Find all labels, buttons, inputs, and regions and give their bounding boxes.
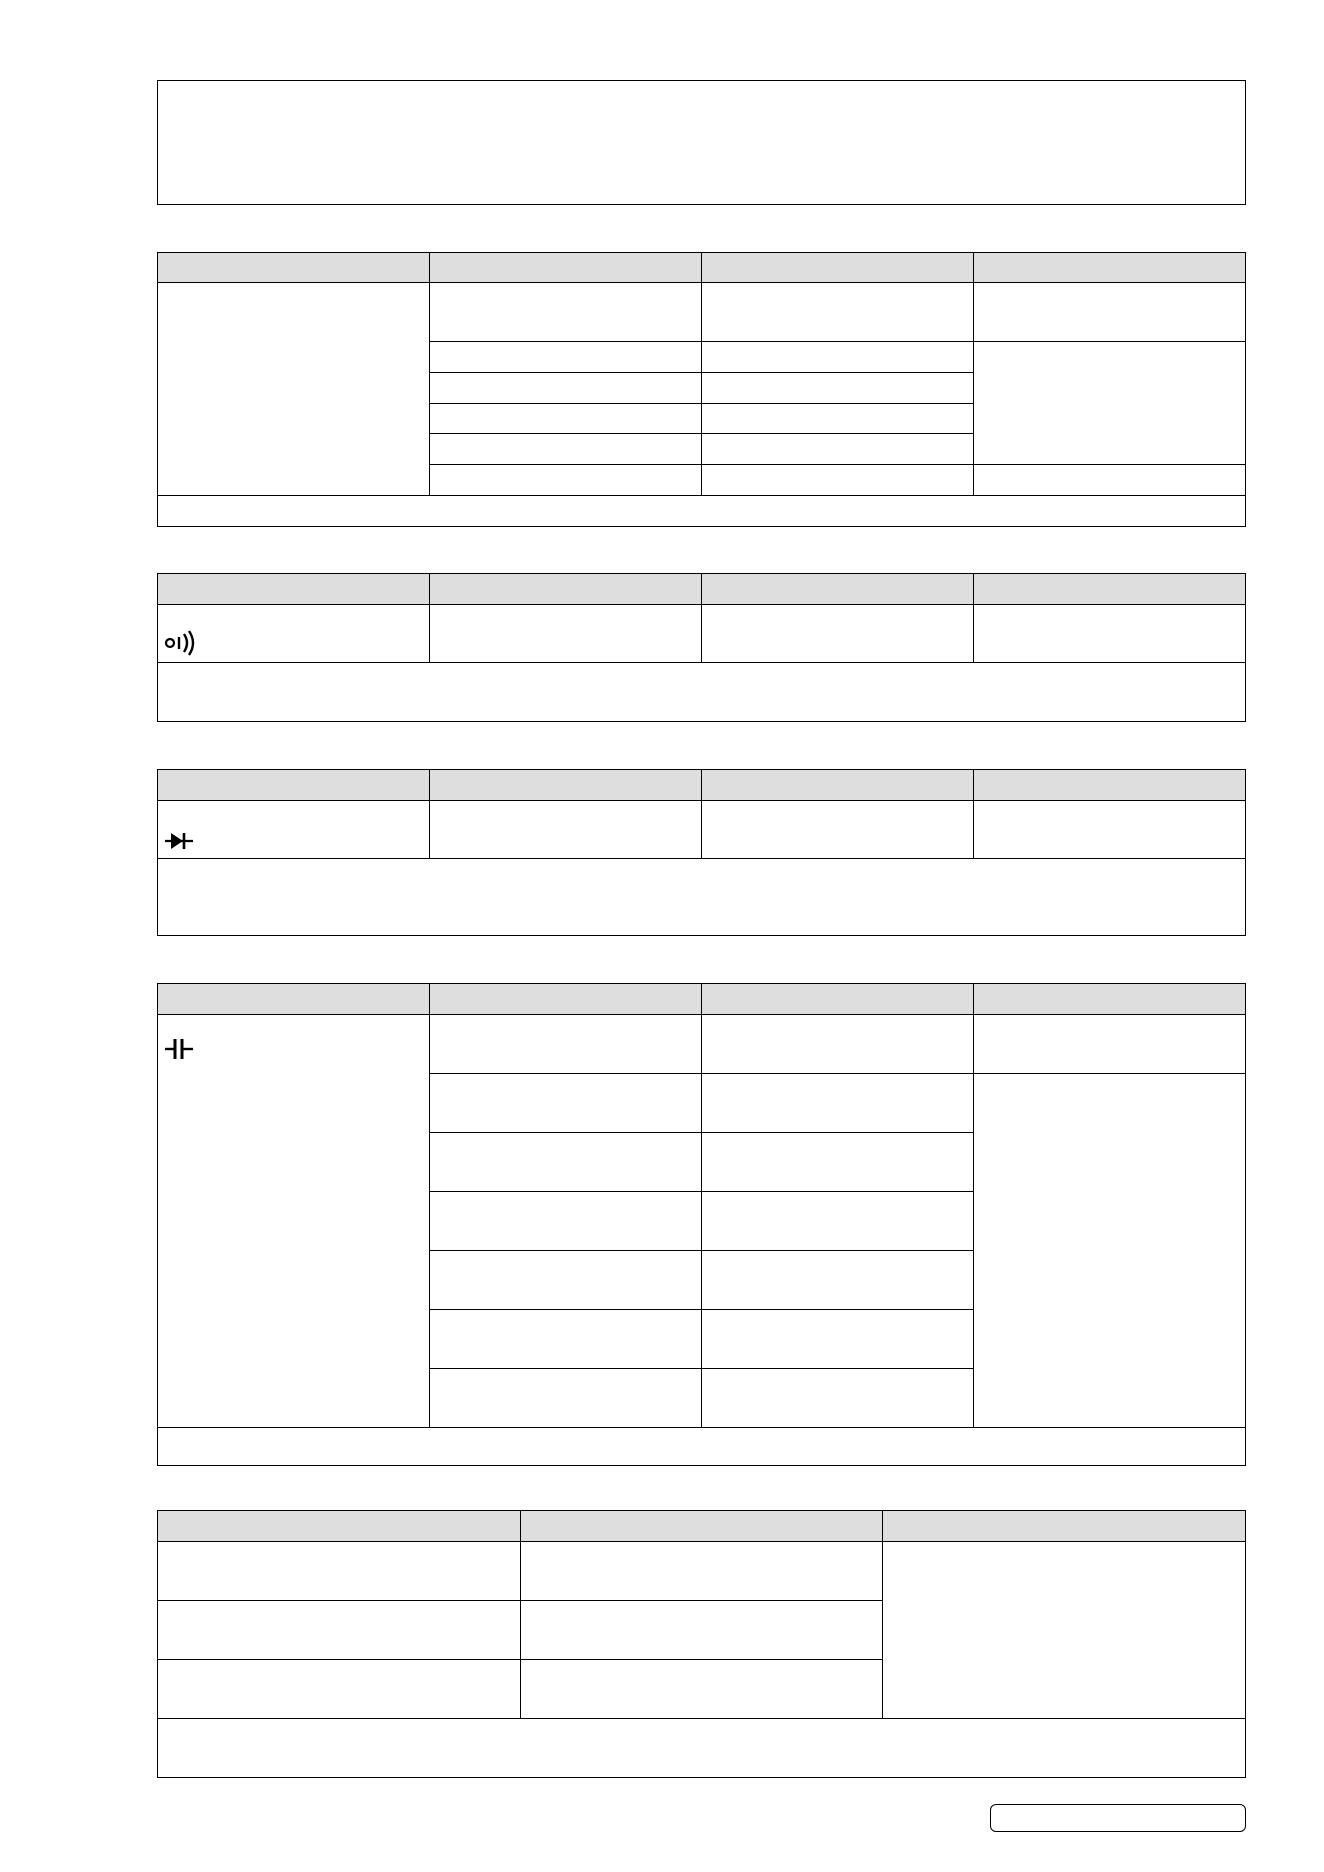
t4-header-1 xyxy=(158,984,430,1015)
t1-note-row xyxy=(158,496,1246,527)
table-cell xyxy=(702,1015,974,1074)
table-cell xyxy=(974,605,1246,663)
table-cell xyxy=(702,1192,974,1251)
table-cell xyxy=(430,1251,702,1310)
t5-header-2 xyxy=(520,1511,883,1542)
table-cell xyxy=(430,1369,702,1428)
t5-header-3 xyxy=(883,1511,1246,1542)
intro-note-box xyxy=(157,80,1246,205)
table-cell xyxy=(158,1660,521,1719)
capacitance-icon xyxy=(164,1048,194,1064)
table-cell xyxy=(702,373,974,404)
t2-function-cell xyxy=(158,605,430,663)
t4-header-3 xyxy=(702,984,974,1015)
table-cell xyxy=(520,1660,883,1719)
table-cell xyxy=(430,1133,702,1192)
table-cell xyxy=(702,465,974,496)
t4-function-cell xyxy=(158,1015,430,1428)
t3-header-1 xyxy=(158,770,430,801)
t3-header-4 xyxy=(974,770,1246,801)
t3-header-3 xyxy=(702,770,974,801)
table-cell xyxy=(974,801,1246,859)
table-cell xyxy=(430,1015,702,1074)
t4-header-4 xyxy=(974,984,1246,1015)
spec-table-capacitance xyxy=(157,983,1246,1466)
spec-table-diode xyxy=(157,769,1246,936)
spec-table-1 xyxy=(157,252,1246,527)
table-cell xyxy=(702,1251,974,1310)
table-cell xyxy=(702,434,974,465)
t1-header-1 xyxy=(158,253,430,283)
table-cell xyxy=(158,1542,521,1601)
t2-header-1 xyxy=(158,574,430,605)
table-cell xyxy=(702,1074,974,1133)
table-cell xyxy=(702,1133,974,1192)
table-cell xyxy=(520,1601,883,1660)
table-cell xyxy=(702,283,974,342)
table-cell xyxy=(158,1601,521,1660)
table-cell xyxy=(974,465,1246,496)
page-number-box xyxy=(990,1804,1246,1832)
continuity-icon xyxy=(164,628,423,656)
table-cell xyxy=(974,1015,1246,1074)
t4-accuracy-merged-cell xyxy=(974,1074,1246,1428)
table-cell xyxy=(702,801,974,859)
table-cell xyxy=(430,434,702,465)
spec-table-continuity xyxy=(157,573,1246,722)
table-cell xyxy=(702,1369,974,1428)
t2-header-2 xyxy=(430,574,702,605)
table-cell xyxy=(702,1310,974,1369)
diode-icon xyxy=(164,830,423,852)
t2-header-3 xyxy=(702,574,974,605)
table-cell xyxy=(430,283,702,342)
table-cell xyxy=(430,1074,702,1133)
t1-header-4 xyxy=(974,253,1246,283)
t2-header-4 xyxy=(974,574,1246,605)
table-cell xyxy=(430,801,702,859)
table-cell xyxy=(702,605,974,663)
table-cell xyxy=(702,342,974,373)
t1-accuracy-merged-cell xyxy=(974,342,1246,465)
table-cell xyxy=(974,283,1246,342)
table-cell xyxy=(702,404,974,434)
table-cell xyxy=(430,1310,702,1369)
table-cell xyxy=(520,1542,883,1601)
table-cell xyxy=(430,1192,702,1251)
t1-header-3 xyxy=(702,253,974,283)
t2-note-row xyxy=(158,663,1246,722)
t3-header-2 xyxy=(430,770,702,801)
spec-table-5 xyxy=(157,1510,1246,1778)
table-cell xyxy=(430,404,702,434)
t4-header-2 xyxy=(430,984,702,1015)
t3-function-cell xyxy=(158,801,430,859)
table-cell xyxy=(430,605,702,663)
t4-note-row xyxy=(158,1428,1246,1466)
t5-header-1 xyxy=(158,1511,521,1542)
table-cell xyxy=(430,342,702,373)
t5-note-row xyxy=(158,1719,1246,1778)
t5-merged-cell xyxy=(883,1542,1246,1719)
table-cell xyxy=(430,465,702,496)
t3-note-row xyxy=(158,859,1246,936)
table-cell xyxy=(430,373,702,404)
t1-function-cell xyxy=(158,283,430,496)
t1-header-2 xyxy=(430,253,702,283)
